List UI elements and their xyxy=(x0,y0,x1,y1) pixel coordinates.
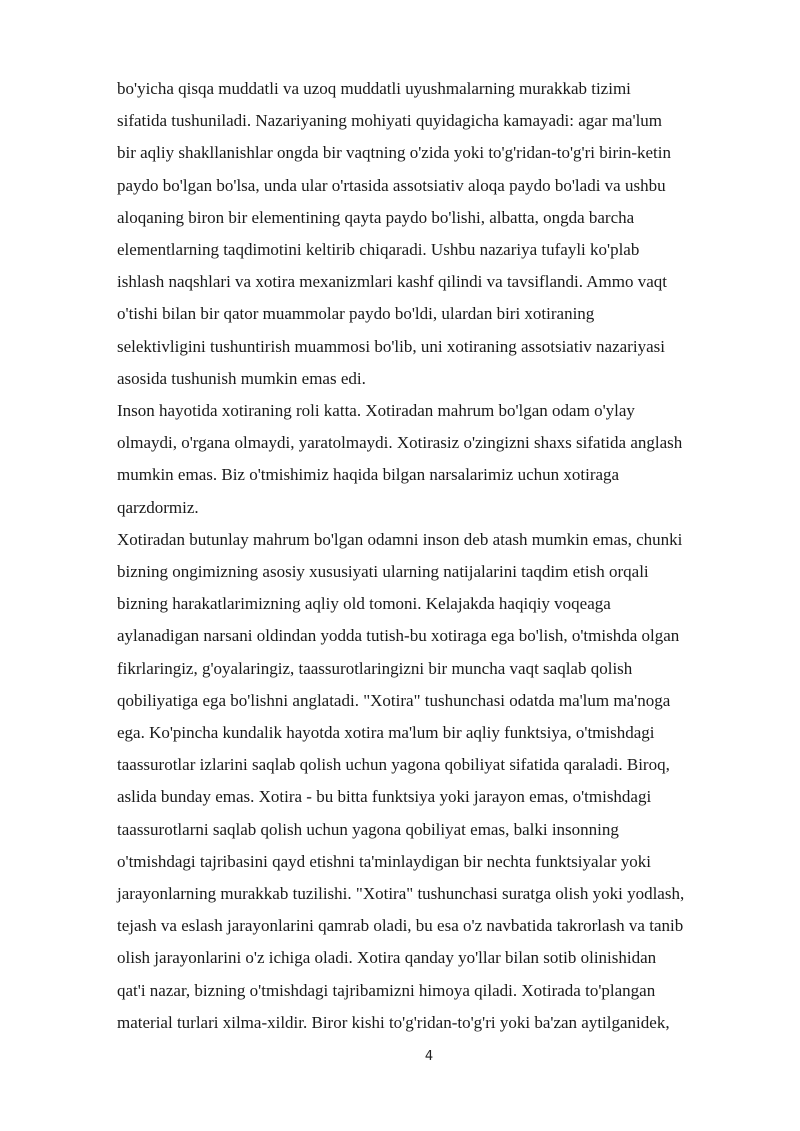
text-line: aslida bunday emas. Xotira - bu bitta funktsiya yoki jarayon emas, o'tmishdagi xyxy=(117,787,652,807)
text-line: olish jarayonlarini o'z ichiga oladi. Xotira qanday yo'llar bilan sotib olinishidan xyxy=(117,948,657,968)
text-line: o'tishi bilan bir qator muammolar paydo bo'ldi, ulardan biri xotiraning xyxy=(117,304,595,324)
text-line: Inson hayotida xotiraning roli katta. Xotiradan mahrum bo'lgan odam o'ylay xyxy=(117,401,635,421)
text-line: aloqaning biron bir elementining qayta paydo bo'lishi, albatta, ongda barcha xyxy=(117,207,635,227)
body-text xyxy=(117,73,757,1039)
text-line: o'tmishdagi tajribasini qayd etishni ta'minlaydigan bir nechta funktsiyalar yoki xyxy=(117,851,651,871)
page-number: 4 xyxy=(424,1049,434,1064)
text-line: ishlash naqshlari va xotira mexanizmlari kashf qilindi va tavsiflandi. Ammo vaqt xyxy=(117,272,668,292)
text-line: fikrlaringiz, g'oyalaringiz, taassurotlaringizni bir muncha vaqt saqlab qolish xyxy=(117,658,633,678)
text-line: mumkin emas. Biz o'tmishimiz haqida bilgan narsalarimiz uchun xotiraga xyxy=(117,465,620,485)
text-line: bo'yicha qisqa muddatli va uzoq muddatli uyushmalarning murakkab tizimi xyxy=(117,79,631,98)
text-line: sifatida tushuniladi. Nazariyaning mohiyati quyidagicha kamayadi: agar ma'lum xyxy=(117,111,663,131)
text-line: bir aqliy shakllanishlar ongda bir vaqtning o'zida yoki to'g'ridan-to'g'ri birin-ketin xyxy=(117,143,672,163)
text-line: aylanadigan narsani oldindan yodda tutish-bu xotiraga ega bo'lish, o'tmishda olgan xyxy=(117,626,680,646)
text-line: asosida tushunish mumkin emas edi. xyxy=(117,368,366,388)
text-line: bizning harakatlarimizning aqliy old tomoni. Kelajakda haqiqiy voqeaga xyxy=(117,594,611,614)
text-line: tejash va eslash jarayonlarini qamrab oladi, bu esa o'z navbatida takrorlash va tanib xyxy=(117,916,684,936)
text-line: material turlari xilma-xildir. Biror kishi to'g'ridan-to'g'ri yoki ba'zan aytilganidek, xyxy=(117,1012,670,1032)
text-line: taassurotlarni saqlab qolish uchun yagona qobiliyat emas, balki insonning xyxy=(117,819,619,839)
text-line: taassurotlar izlarini saqlab qolish uchun yagona qobiliyat sifatida qaraladi. Biroq, xyxy=(117,755,670,775)
text-line: bizning ongimizning asosiy xususiyati ularning natijalarini taqdim etish orqali xyxy=(117,562,649,582)
text-line: ega. Ko'pincha kundalik hayotda xotira ma'lum bir aqliy funktsiya, o'tmishdagi xyxy=(117,723,655,743)
text-line: qat'i nazar, bizning o'tmishdagi tajribamizni himoya qiladi. Xotirada to'plangan xyxy=(117,980,656,1000)
text-line: elementlarning taqdimotini keltirib chiqaradi. Ushbu nazariya tufayli ko'plab xyxy=(117,240,640,260)
text-line: olmaydi, o'rgana olmaydi, yaratolmaydi. Xotirasiz o'zingizni shaxs sifatida anglash xyxy=(117,433,683,453)
text-line: paydo bo'lgan bo'lsa, unda ular o'rtasida assotsiativ aloqa paydo bo'ladi va ushbu xyxy=(117,175,666,195)
text-line: jarayonlarning murakkab tuzilishi. "Xotira" tushunchasi suratga olish yoki yodlash, xyxy=(117,884,685,904)
text-line: selektivligini tushuntirish muammosi bo'lib, uni xotiraning assotsiativ nazariyasi xyxy=(117,336,665,356)
text-line: qarzdormiz. xyxy=(117,497,199,517)
text-line: Xotiradan butunlay mahrum bo'lgan odamni inson deb atash mumkin emas, chunki xyxy=(117,529,683,549)
text-line: qobiliyatiga ega bo'lishni anglatadi. "Xotira" tushunchasi odatda ma'lum ma'noga xyxy=(117,690,671,710)
